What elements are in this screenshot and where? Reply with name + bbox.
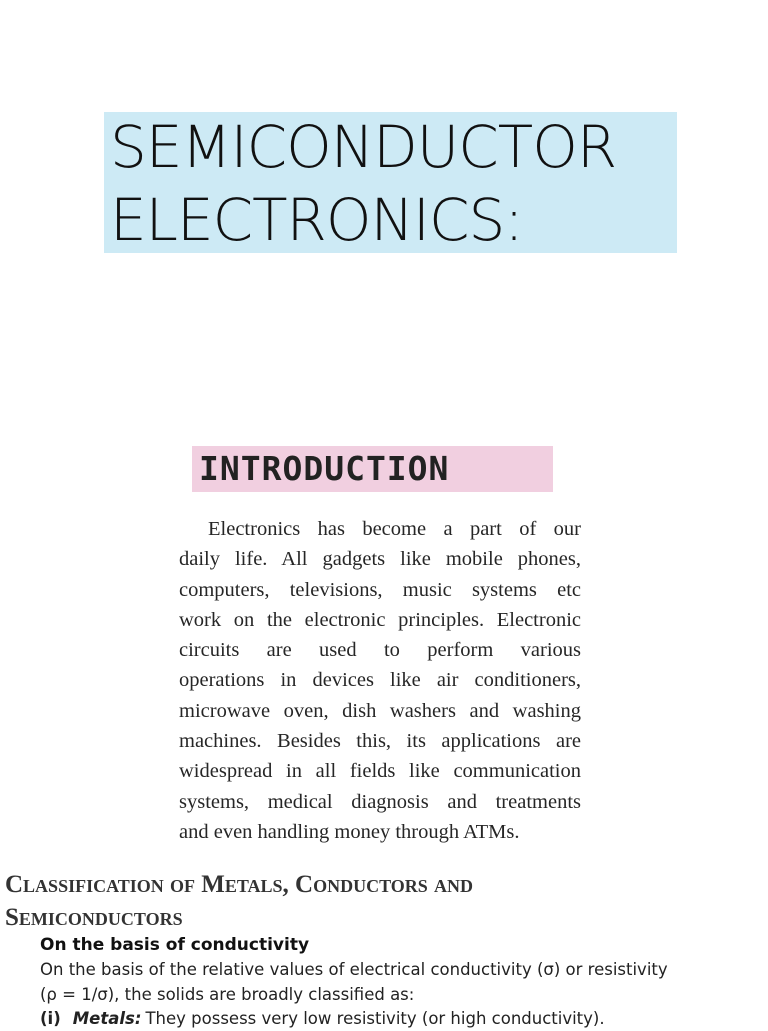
paragraph-line: operations in devices like air conditioners, [179,669,581,692]
paragraph-line: systems, medical diagnosis and treatments [179,790,581,813]
paragraph-line: widespread in all fields like communication [179,760,581,783]
introduction-heading: INTRODUCTION [199,449,450,488]
section-heading-line-2: Semiconductors [5,904,183,931]
list-marker: (i) [40,1009,61,1028]
subheading: On the basis of conductivity [40,935,310,955]
paragraph-line: On the basis of the relative values of electrical conductivity (σ) or resistivity [40,960,668,979]
page-title-line-2: ELECTRONICS: [110,186,523,254]
section-heading [5,868,473,934]
list-term: Metals: [72,1009,142,1028]
introduction-paragraph [179,514,581,847]
list-text: They possess very low resistivity (or high conductivity). [145,1009,605,1028]
list-item [40,1006,605,1031]
paragraph-line: (ρ = 1/σ), the solids are broadly classified as: [40,985,415,1004]
paragraph-line: computers, televisions, music systems etc [179,578,581,601]
page-title-line-1: SEMICONDUCTOR [110,113,617,181]
paragraph-line: Electronics has become a part of our [208,518,581,540]
paragraph-line: machines. Besides this, its applications are [179,730,581,753]
paragraph-line: and even handling money through ATMs. [179,820,520,843]
section-heading-line-1: Classification of Metals, Conductors and [5,871,474,898]
paragraph-line: microwave oven, dish washers and washing [179,699,581,722]
classification-paragraph [40,957,730,1007]
paragraph-line: circuits are used to perform various [179,639,581,662]
paragraph-line: work on the electronic principles. Electronic [179,608,581,631]
paragraph-line: daily life. All gadgets like mobile phones, [179,548,581,571]
